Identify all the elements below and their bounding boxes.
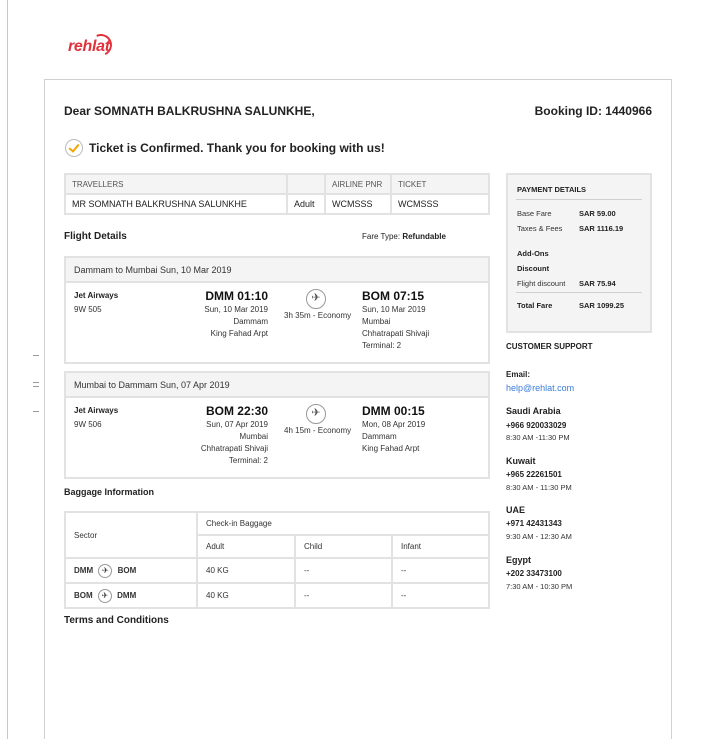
phone-number[interactable]: +202 33473100 <box>506 569 562 578</box>
baggage-table <box>64 511 490 609</box>
th-checkin: Check-in Baggage <box>197 512 489 535</box>
th-type <box>287 174 325 194</box>
phone-number[interactable]: +971 42431343 <box>506 519 562 528</box>
leg-route: Dammam to Mumbai Sun, 10 Mar 2019 <box>66 258 488 283</box>
margin-mark <box>33 411 39 412</box>
country-name: Egypt <box>506 555 532 565</box>
leg-route: Mumbai to Dammam Sun, 07 Apr 2019 <box>66 373 488 398</box>
airplane-icon: ✈ <box>98 589 112 603</box>
departure-date: Sun, 10 Mar 2019 <box>204 305 268 314</box>
taxes-value: SAR 1116.19 <box>579 224 624 233</box>
departure-airport: Chhatrapati Shivaji <box>200 444 268 453</box>
sector-to: BOM <box>117 565 137 575</box>
th-airline-pnr: AIRLINE PNR <box>325 174 391 194</box>
fare-type <box>362 232 446 241</box>
departure-time: DMM 01:10 <box>205 289 268 303</box>
flight-discount-value: SAR 75.94 <box>579 279 616 288</box>
flight-leg <box>64 371 490 479</box>
support-email-link[interactable]: help@rehlat.com <box>506 383 575 393</box>
table-row <box>65 583 489 608</box>
traveller-type: Adult <box>287 194 325 214</box>
arrival-city: Mumbai <box>362 317 391 326</box>
table-row <box>65 558 489 583</box>
airplane-icon: ✈ <box>306 404 326 424</box>
support-title: CUSTOMER SUPPORT <box>506 342 593 351</box>
flight-discount-label: Flight discount <box>517 279 566 288</box>
th-ticket: TICKET <box>391 174 489 194</box>
booking-id: Booking ID: 1440966 <box>534 104 652 118</box>
fare-type-value: Refundable <box>402 232 446 241</box>
departure-date: Sun, 07 Apr 2019 <box>206 420 268 429</box>
terms-and-conditions[interactable]: Terms and Conditions <box>64 615 169 626</box>
sector-to: DMM <box>117 590 137 600</box>
total-fare-value: SAR 1099.25 <box>579 301 625 310</box>
departure-airport: King Fahad Arpt <box>210 329 268 338</box>
sector-cell <box>65 583 197 608</box>
phone-number[interactable]: +966 920033029 <box>506 421 567 430</box>
airplane-icon: ✈ <box>306 289 326 309</box>
margin-mark <box>33 382 39 383</box>
baggage-title: Baggage Information <box>64 487 155 497</box>
child-baggage: -- <box>295 583 392 608</box>
base-fare-value: SAR 59.00 <box>579 209 616 218</box>
flight-duration: 3h 35m - Economy <box>284 311 352 320</box>
divider <box>516 199 642 200</box>
child-baggage: -- <box>295 558 392 583</box>
discount-label: Discount <box>517 264 550 273</box>
confirmation-message: Ticket is Confirmed. Thank you for booking with us! <box>89 141 385 155</box>
sector-cell <box>65 558 197 583</box>
payment-details <box>506 173 652 333</box>
support-hours: 9:30 AM - 12:30 AM <box>506 532 572 541</box>
ticket-number: WCMSSS <box>391 194 489 214</box>
greeting: Dear SOMNATH BALKRUSHNA SALUNKHE, <box>64 104 315 118</box>
flight-duration: 4h 15m - Economy <box>284 426 352 435</box>
margin-mark <box>33 355 39 356</box>
divider <box>516 292 642 293</box>
flight-number: 9W 506 <box>74 420 102 429</box>
travellers-table <box>64 173 490 215</box>
adult-baggage: 40 KG <box>197 558 295 583</box>
page-edge <box>0 0 8 739</box>
departure-city: Dammam <box>233 317 268 326</box>
infant-baggage: -- <box>392 558 489 583</box>
country-name: Kuwait <box>506 456 536 466</box>
arrival-terminal: Terminal: 2 <box>362 341 402 350</box>
arrival-time: BOM 07:15 <box>362 289 425 303</box>
flight-number: 9W 505 <box>74 305 102 314</box>
phone-number[interactable]: +965 22261501 <box>506 470 562 479</box>
arrival-airport: Chhatrapati Shivaji <box>362 329 430 338</box>
total-fare-label: Total Fare <box>517 301 553 310</box>
infant-baggage: -- <box>392 583 489 608</box>
departure-terminal: Terminal: 2 <box>228 456 268 465</box>
airline-name: Jet Airways <box>74 406 119 415</box>
airline-pnr: WCMSSS <box>325 194 391 214</box>
sector-from: BOM <box>74 590 93 600</box>
traveller-name: MR SOMNATH BALKRUSHNA SALUNKHE <box>65 194 287 214</box>
flight-leg <box>64 256 490 364</box>
arrival-date: Mon, 08 Apr 2019 <box>362 420 426 429</box>
support-hours: 8:30 AM -11:30 PM <box>506 433 570 442</box>
adult-baggage: 40 KG <box>197 583 295 608</box>
departure-city: Mumbai <box>239 432 268 441</box>
sector-from: DMM <box>74 565 94 575</box>
check-circle-icon <box>65 139 83 157</box>
country-name: Saudi Arabia <box>506 406 561 416</box>
payment-title: PAYMENT DETAILS <box>517 185 587 194</box>
support-hours: 8:30 AM - 11:30 PM <box>506 483 572 492</box>
taxes-label: Taxes & Fees <box>517 224 563 233</box>
th-sector: Sector <box>65 512 197 558</box>
email-label: Email: <box>506 370 531 379</box>
arrival-airport: King Fahad Arpt <box>362 444 420 453</box>
th-infant: Infant <box>392 535 489 558</box>
fare-type-label: Fare Type: <box>362 232 401 241</box>
arrival-time: DMM 00:15 <box>362 404 425 418</box>
country-name: UAE <box>506 505 526 515</box>
flight-details-title: Flight Details <box>64 231 127 242</box>
airplane-icon: ✈ <box>98 564 112 578</box>
th-travellers: TRAVELLERS <box>65 174 287 194</box>
departure-time: BOM 22:30 <box>205 404 268 418</box>
support-hours: 7:30 AM - 10:30 PM <box>506 582 573 591</box>
rehlat-logo[interactable]: rehlat <box>68 38 110 55</box>
arrival-city: Dammam <box>362 432 397 441</box>
base-fare-label: Base Fare <box>517 209 552 218</box>
th-child: Child <box>295 535 392 558</box>
airline-name: Jet Airways <box>74 291 119 300</box>
addons-label: Add-Ons <box>517 249 549 258</box>
th-adult: Adult <box>197 535 295 558</box>
margin-mark <box>33 386 39 387</box>
arrival-date: Sun, 10 Mar 2019 <box>362 305 426 314</box>
